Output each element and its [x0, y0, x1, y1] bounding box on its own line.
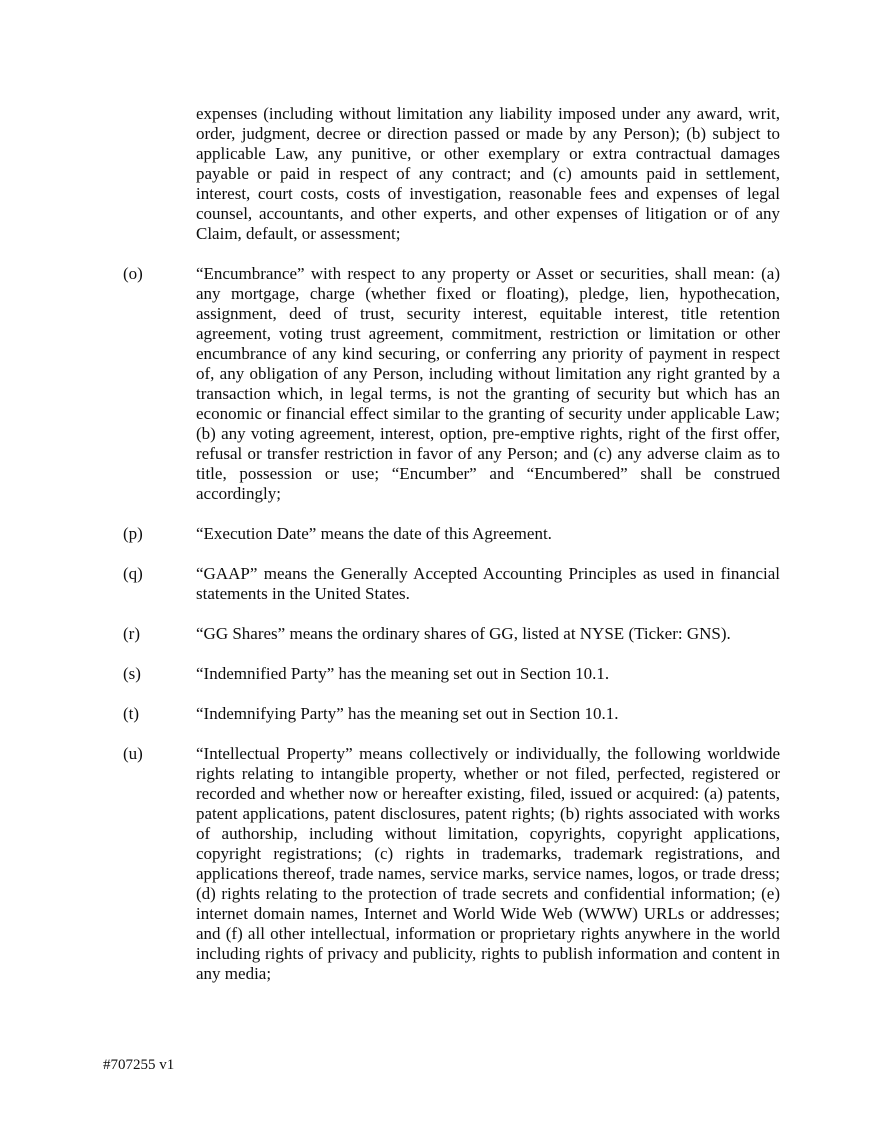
definition-text: “Execution Date” means the date of this Agreement. — [196, 524, 552, 543]
definition-text: “GAAP” means the Generally Accepted Accounting Principles as used in financial statements in the United States. — [196, 564, 780, 603]
definition-paragraph-p — [0, 524, 884, 544]
document-body — [0, 104, 884, 1004]
paragraph-text: expenses (including without limitation any liability imposed under any award, writ, order, judgment, decree or direction passed or made by any Person); (b) subject to applicable Law, any punitive, or other exemplary or extra contractual damages payable or paid in respect of any contract; and (c) amounts paid in settlement, interest, court costs, costs of investigation, reasonable fees and expenses of legal counsel, accountants, and other experts, and other expenses of litigation or of any Claim, default, or assessment; — [196, 104, 780, 243]
definition-label: (t) — [123, 704, 140, 723]
paragraph-continuation — [0, 104, 884, 244]
definition-paragraph-s — [0, 664, 884, 684]
definition-paragraph-o — [0, 264, 884, 504]
definition-label: (p) — [123, 524, 143, 543]
definition-text: “Indemnified Party” has the meaning set out in Section 10.1. — [196, 664, 610, 683]
document-number: #707255 v1 — [103, 1057, 175, 1073]
definition-text: “GG Shares” means the ordinary shares of GG, listed at NYSE (Ticker: GNS). — [196, 624, 731, 643]
definition-paragraph-u — [0, 744, 884, 984]
definition-label: (q) — [123, 564, 143, 583]
definition-text: “Indemnifying Party” has the meaning set out in Section 10.1. — [196, 704, 619, 723]
definition-text: “Intellectual Property” means collectively or individually, the following worldwide rights relating to intangible property, whether or not filed, perfected, registered or recorded and whether now or hereafter existing, filed, issued or acquired: (a) patents, patent applications, patent disclosures, patent rights; (b) rights associated with works of authorship, including without limitation, copyrights, copyright applications, copyright registrations; (c) rights in trademarks, trademark registrations, and applications thereof, trade names, service marks, service names, logos, or trade dress; (d) rights relating to the protection of trade secrets and confidential information; (e) internet domain names, Internet and World Wide Web (WWW) URLs or addresses; and (f) all other intellectual, information or proprietary rights anywhere in the world including rights of privacy and publicity, rights to publish information and content in any media; — [196, 744, 780, 983]
definition-paragraph-r — [0, 624, 884, 644]
definition-label: (r) — [123, 624, 140, 643]
definition-paragraph-t — [0, 704, 884, 724]
definition-label: (o) — [123, 264, 143, 283]
definition-text: “Encumbrance” with respect to any property or Asset or securities, shall mean: (a) any mortgage, charge (whether fixed or floating), pledge, lien, hypothecation, assignment, deed of trust, security interest, equitable interest, title retention agreement, voting trust agreement, commitment, restriction or limitation or other encumbrance of any kind securing, or conferring any priority of payment in respect of, any obligation of any Person, including without limitation any right granted by a transaction which, in legal terms, is not the granting of security but which has an economic or financial effect similar to the granting of security under applicable Law; (b) any voting agreement, interest, option, pre-emptive rights, right of the first offer, refusal or transfer restriction in favor of any Person; and (c) any adverse claim as to title, possession or use; “Encumber” and “Encumbered” shall be construed accordingly; — [196, 264, 780, 503]
definition-label: (u) — [123, 744, 143, 763]
definition-paragraph-q — [0, 564, 884, 604]
definition-label: (s) — [123, 664, 141, 683]
